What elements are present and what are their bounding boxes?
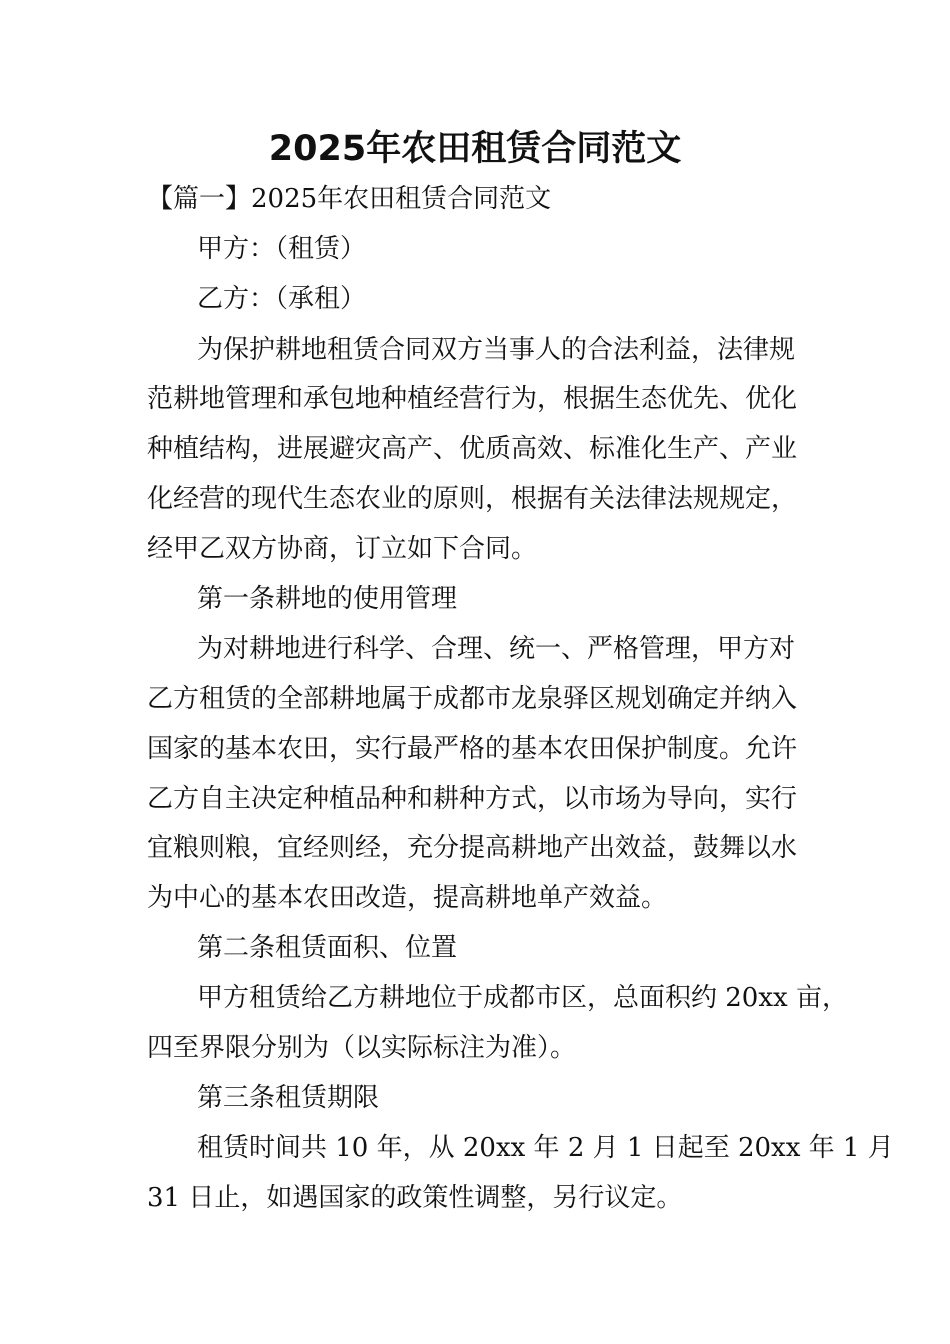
paragraph-line: 31 日止，如遇国家的政策性调整，另行议定。 bbox=[147, 1183, 683, 1213]
party-b-line: 乙方：（承租） bbox=[197, 284, 367, 314]
paragraph-line: 国家的基本农田，实行最严格的基本农田保护制度。允许 bbox=[147, 734, 798, 764]
paragraph-line: 租赁时间共 10 年，从 20xx 年 2 月 1 日起至 20xx 年 1 月 bbox=[197, 1133, 894, 1163]
paragraph-line: 种植结构，进展避灾高产、优质高效、标准化生产、产业 bbox=[147, 434, 798, 464]
paragraph-line: 为保护耕地租赁合同双方当事人的合法利益，法律规 bbox=[197, 335, 796, 365]
party-a-line: 甲方：（租赁） bbox=[197, 234, 367, 264]
paragraph-line: 范耕地管理和承包地种植经营行为，根据生态优先、优化 bbox=[147, 384, 798, 414]
section-heading: 【篇一】2025年农田租赁合同范文 bbox=[147, 184, 552, 214]
paragraph-line: 经甲乙双方协商，订立如下合同。 bbox=[147, 534, 538, 564]
article-heading: 第三条租赁期限 bbox=[197, 1083, 380, 1113]
paragraph-line: 四至界限分别为（以实际标注为准）。 bbox=[147, 1033, 577, 1063]
paragraph-line: 化经营的现代生态农业的原则，根据有关法律法规规定， bbox=[147, 484, 798, 514]
document-title: 2025年农田租赁合同范文 bbox=[268, 129, 682, 169]
paragraph-line: 乙方自主决定种植品种和耕种方式，以市场为导向，实行 bbox=[147, 784, 798, 814]
paragraph-line: 为中心的基本农田改造，提高耕地单产效益。 bbox=[147, 883, 668, 913]
article-heading: 第二条租赁面积、位置 bbox=[197, 933, 458, 963]
paragraph-line: 为对耕地进行科学、合理、统一、严格管理，甲方对 bbox=[197, 634, 796, 664]
paragraph-line: 乙方租赁的全部耕地属于成都市龙泉驿区规划确定并纳入 bbox=[147, 684, 798, 714]
paragraph-line: 宜粮则粮，宜经则经，充分提高耕地产出效益，鼓舞以水 bbox=[147, 833, 798, 863]
article-heading: 第一条耕地的使用管理 bbox=[197, 584, 458, 614]
paragraph-line: 甲方租赁给乙方耕地位于成都市区，总面积约 20xx 亩， bbox=[197, 983, 848, 1013]
